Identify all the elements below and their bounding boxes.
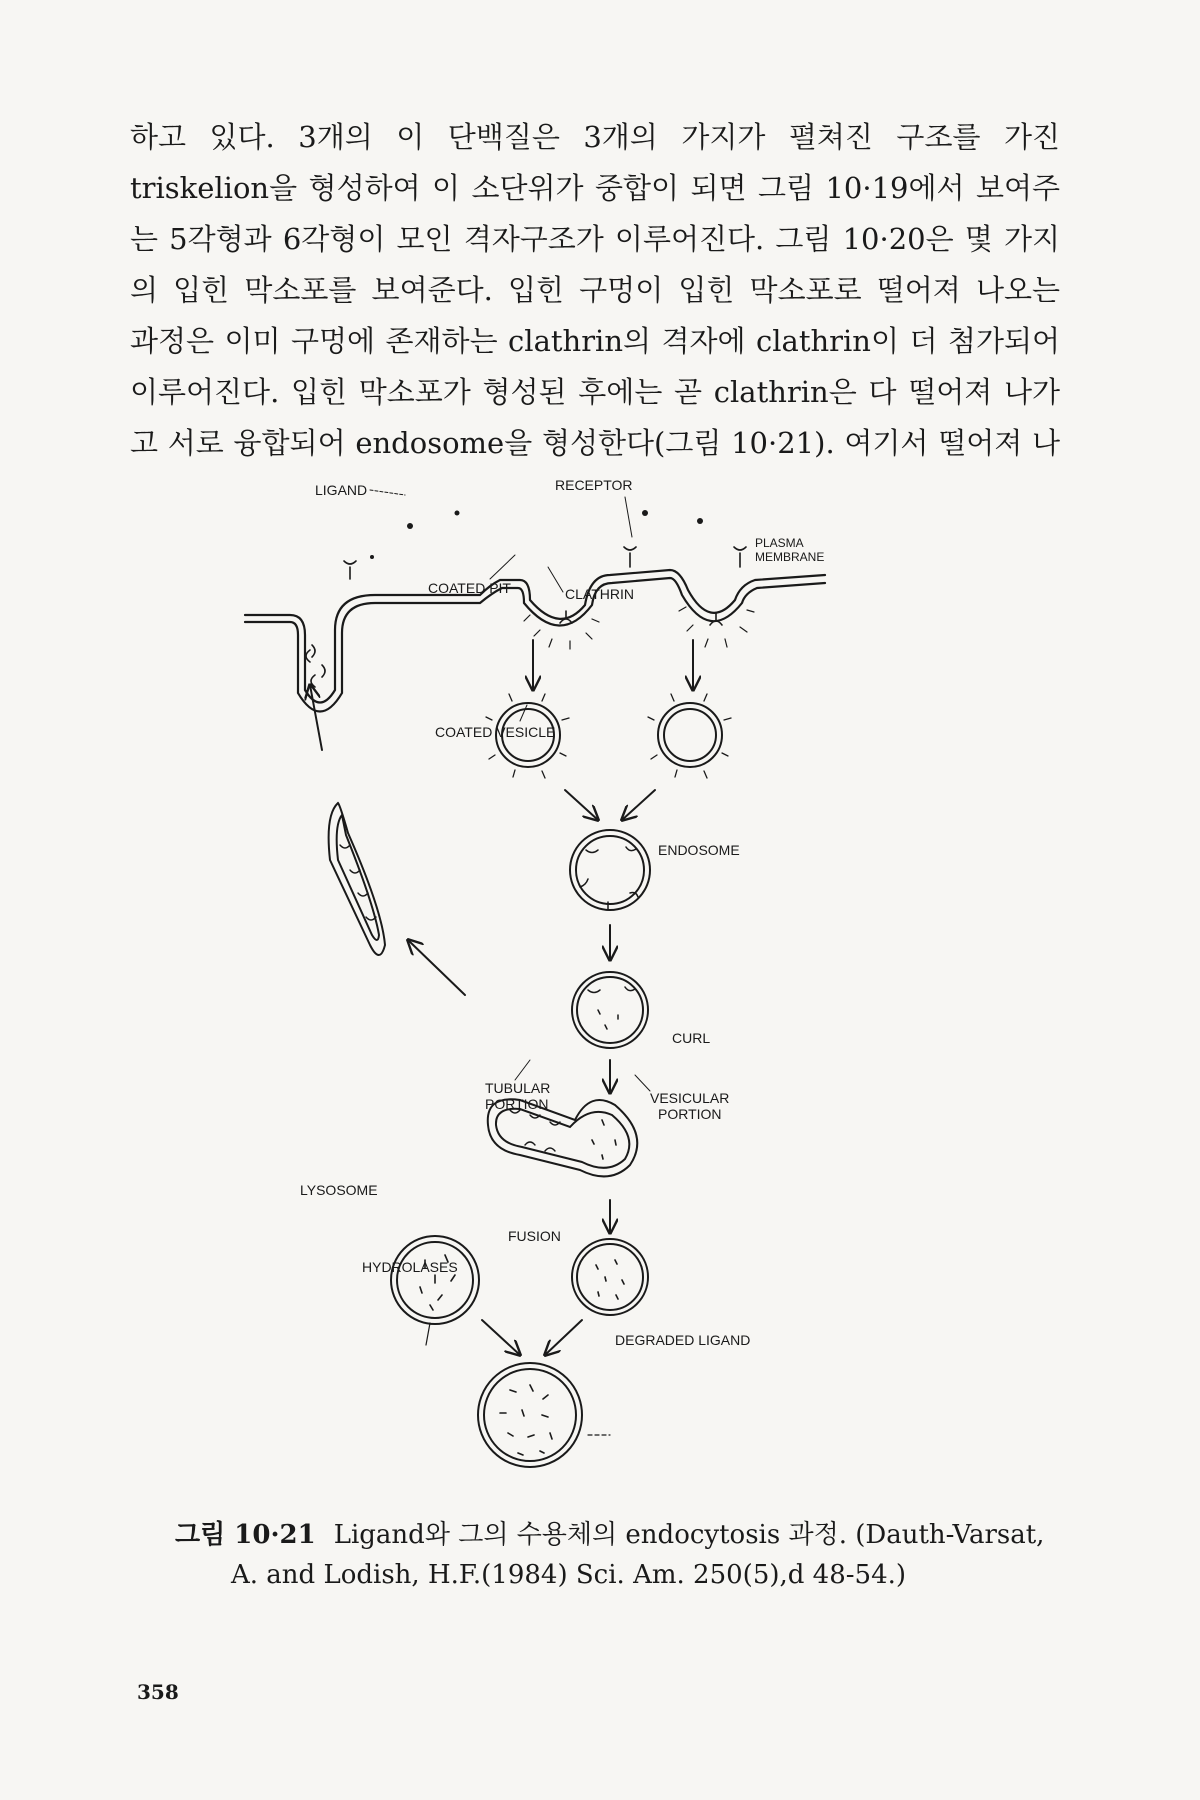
coated-vesicle-leader [520,705,527,721]
label-vesicular-2: PORTION [658,1106,722,1122]
label-fusion: FUSION [508,1228,561,1244]
clathrin-coat-pit [524,607,754,649]
ligand-leader [370,490,405,495]
endosome-1 [570,830,650,910]
label-receptor: RECEPTOR [555,477,633,493]
body-paragraph [130,112,1060,469]
arrow-recycle-from-curl [408,940,465,995]
arrow-recycle-up [310,685,322,750]
caption-label: 그림 10·21 [175,1520,316,1550]
body-line-5: 과정은 이미 구멍에 존재하는 clathrin의 격자에 clathrin이 더 첨가되어 [130,324,1060,358]
tubular-leader [515,1060,530,1080]
label-ligand: LIGAND [315,482,368,498]
vesicular-vesicle [572,1239,648,1315]
arrow-vesicle-left-to-endosome [565,790,598,820]
label-lysosome: LYSOSOME [300,1182,378,1198]
label-endosome: ENDOSOME [658,842,740,858]
label-tubular-1: TUBULAR [485,1080,551,1096]
label-coated-pit: COATED PIT [428,580,511,596]
page-number: 358 [137,1680,179,1704]
label-vesicular-1: VESICULAR [650,1090,730,1106]
arrow-vesicle-fusion [545,1320,582,1355]
body-line-6: 이루어진다. 입힌 막소포가 형성된 후에는 곧 clathrin은 다 떨어져 나가 [130,375,1060,409]
label-tubular-2: PORTION [485,1096,549,1112]
plasma-membrane [245,570,825,712]
label-plasma-2: MEMBRANE [755,550,825,564]
label-clathrin: CLATHRIN [565,586,634,602]
coated-vesicle-right [648,694,731,778]
lysosome [391,1236,479,1324]
label-curl: CURL [672,1030,711,1046]
body-line-7: 고 서로 융합되어 endosome을 형성한다(그림 10·21). 여기서 떨어져 나 [130,426,1060,460]
body-line-3: 는 5각형과 6각형이 모인 격자구조가 이루어진다. 그림 10·20은 몇 가지 [130,222,1060,256]
caption-line-1: Ligand와 그의 수용체의 endocytosis 과정. (Dauth-Varsat, [333,1520,1045,1550]
endocytosis-figure [230,455,990,1485]
arrow-lysosome-fusion [482,1320,520,1355]
clathrin-leader [548,567,563,592]
body-line-2: triskelion을 형성하여 이 소단위가 중합이 되면 그림 10·19에서 보여주 [130,171,1060,205]
label-hydrolases: HYDROLASES [362,1259,458,1275]
vesicular-leader [635,1075,650,1091]
coated-pit-leader [490,555,515,579]
endosome-2 [572,972,648,1048]
label-coated-vesicle: COATED VESICLE [435,724,556,740]
arrow-vesicle-right-to-endosome [622,790,655,820]
ligand-dots [370,510,703,559]
caption-line-2: A. and Lodish, H.F.(1984) Sci. Am. 250(5),d 48-54.) [231,1560,907,1590]
body-line-4: 의 입힌 막소포를 보여준다. 입힌 구멍이 입힌 막소포로 떨어져 나오는 [130,273,1060,307]
receptor-marks [306,547,746,687]
recycling-receptor [329,803,385,955]
receptor-leader [625,497,632,537]
label-plasma-1: PLASMA [755,536,804,550]
label-degraded-ligand: DEGRADED LIGAND [615,1332,751,1348]
hydrolases-leader [426,1323,430,1345]
recycling-pit [312,645,325,677]
body-line-1: 하고 있다. 3개의 이 단백질은 3개의 가지가 펼쳐진 구조를 가진 [130,120,1060,154]
fused-vesicle [478,1363,582,1467]
figure-caption [175,1515,1055,1595]
